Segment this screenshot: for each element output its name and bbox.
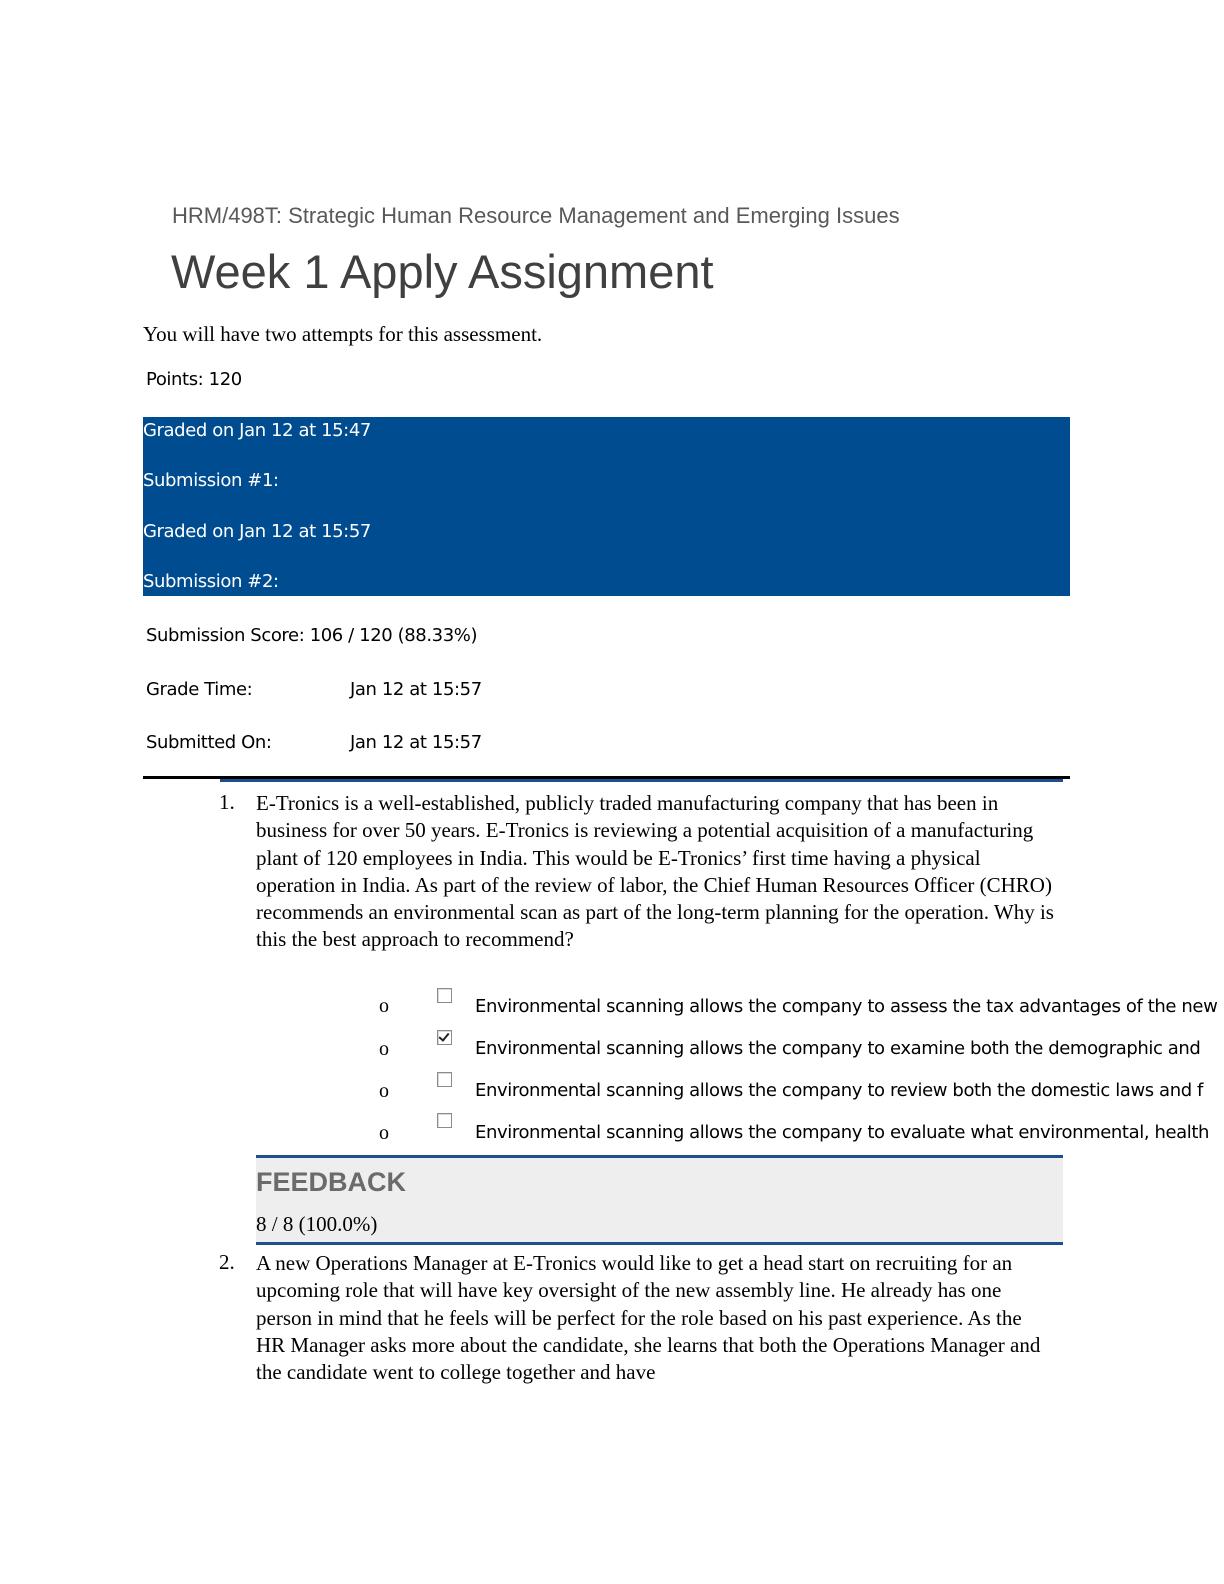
option-bullet: o bbox=[379, 1038, 389, 1060]
option-4-checkbox[interactable] bbox=[437, 1113, 452, 1128]
option-3-text: Environmental scanning allows the company to review both the domestic laws and f bbox=[475, 1080, 1203, 1101]
submitted-on-value: Jan 12 at 15:57 bbox=[350, 732, 482, 753]
question-2-text: A new Operations Manager at E-Tronics would like to get a head start on recruiting for an upcoming role that will have key oversight of the new assembly line. He already has one person in mind that he feels will be perfect for the role based on his past experience. As the HR Manager asks more about the candidate, she learns that both the Operations Manager and the candidate went to college together and have bbox=[256, 1251, 1041, 1385]
option-bullet: o bbox=[379, 1122, 389, 1144]
graded-line-1: Graded on Jan 12 at 15:47 bbox=[143, 420, 371, 441]
submission-1-link[interactable]: Submission #1: bbox=[143, 470, 279, 491]
question-1-text: E-Tronics is a well-established, publicly traded manufacturing company that has been in business for over 50 years. E-Tronics is reviewing a potential acquisition of a manufacturing plant of 120 employees in India. This would be E-Tronics’ first time having a physical operation in India. As part of the review of labor, the Chief Human Resources Officer (CHRO) recommends an environmental scan as part of the long-term planning for the operation. Why is this the best approach to recommend? bbox=[256, 791, 1054, 952]
attempts-note: You will have two attempts for this assessment. bbox=[143, 322, 543, 346]
graded-line-2: Graded on Jan 12 at 15:57 bbox=[143, 521, 371, 542]
grading-banner bbox=[143, 417, 1070, 596]
option-bullet: o bbox=[379, 1080, 389, 1102]
question-divider bbox=[220, 779, 1063, 782]
option-1-text: Environmental scanning allows the company to assess the tax advantages of the new bbox=[475, 996, 1218, 1017]
points-label: Points: 120 bbox=[146, 369, 242, 390]
grade-time-label: Grade Time: bbox=[146, 679, 253, 700]
course-title: HRM/498T: Strategic Human Resource Management and Emerging Issues bbox=[172, 203, 900, 228]
submitted-on-label: Submitted On: bbox=[146, 732, 272, 753]
grade-time-value: Jan 12 at 15:57 bbox=[350, 679, 482, 700]
question-1-number: 1. bbox=[219, 790, 235, 814]
option-4-text: Environmental scanning allows the company to evaluate what environmental, health bbox=[475, 1122, 1210, 1143]
page-title: Week 1 Apply Assignment bbox=[171, 245, 714, 298]
option-2-checkbox[interactable] bbox=[437, 1030, 452, 1045]
option-3-checkbox[interactable] bbox=[437, 1072, 452, 1087]
option-2-text: Environmental scanning allows the company to examine both the demographic and bbox=[475, 1038, 1201, 1059]
option-1-checkbox[interactable] bbox=[437, 988, 452, 1003]
question-2-number: 2. bbox=[219, 1250, 235, 1274]
feedback-score: 8 / 8 (100.0%) bbox=[256, 1212, 378, 1236]
submission-score: Submission Score: 106 / 120 (88.33%) bbox=[146, 625, 478, 646]
option-bullet: o bbox=[379, 995, 389, 1017]
submission-2-link[interactable]: Submission #2: bbox=[143, 571, 279, 592]
feedback-panel bbox=[256, 1155, 1063, 1245]
feedback-title: FEEDBACK bbox=[256, 1167, 407, 1197]
